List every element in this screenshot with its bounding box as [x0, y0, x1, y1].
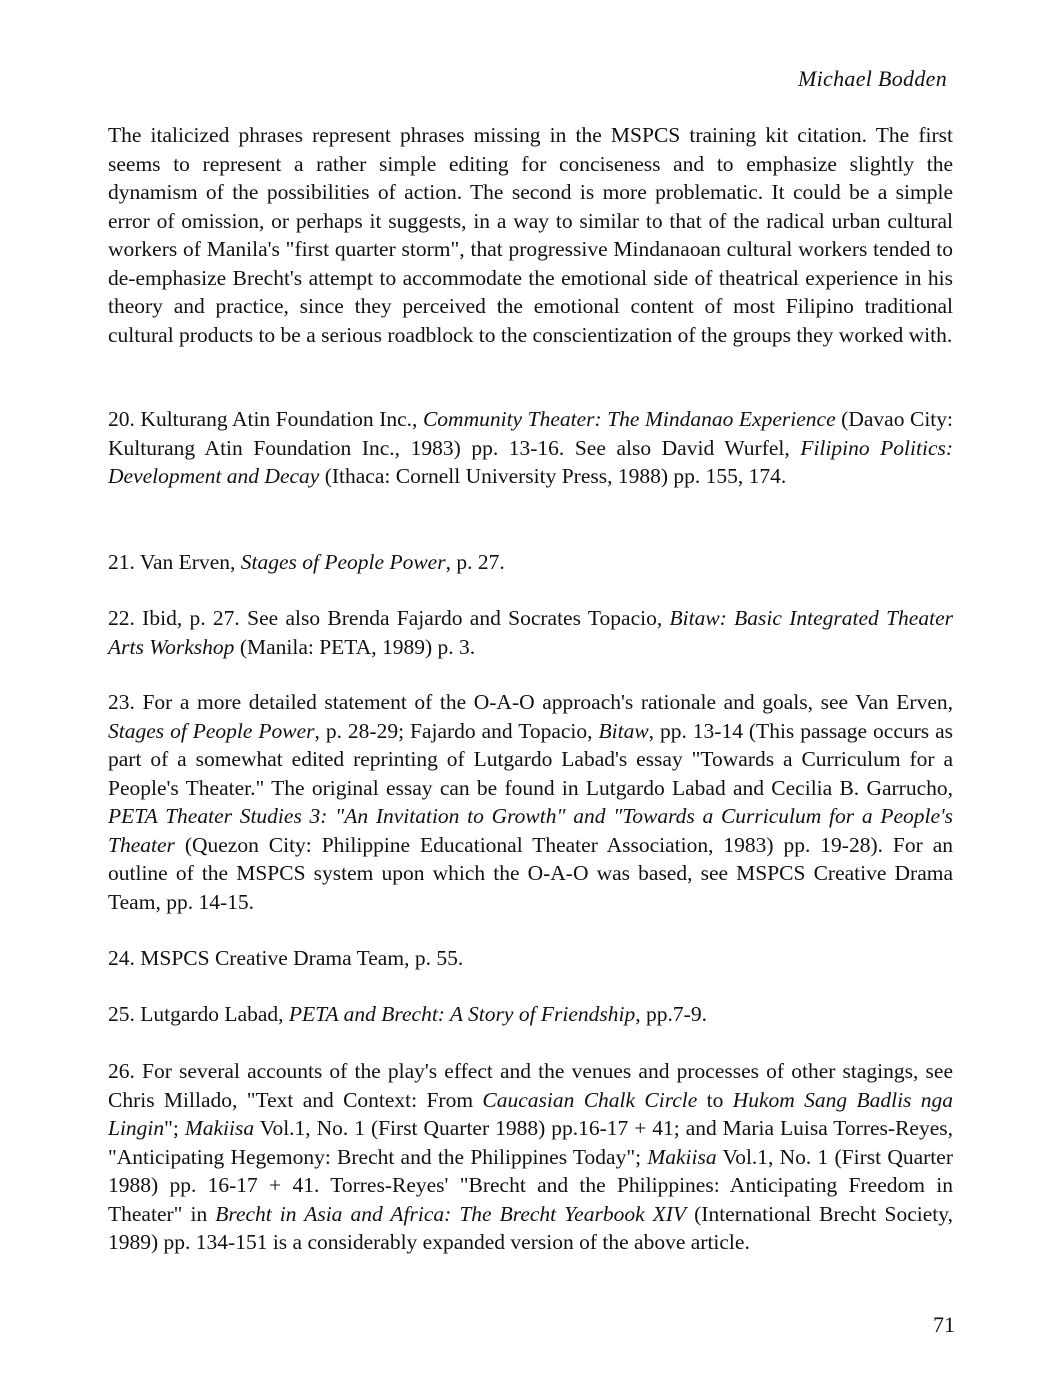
note-22	[108, 604, 953, 661]
note-italic-run: Bitaw	[598, 718, 649, 743]
note-23	[108, 688, 953, 916]
note-run: 20. Kulturang Atin Foundation Inc.,	[108, 407, 423, 431]
note-run: to	[697, 1087, 733, 1112]
note-italic-run: Stages of People Power	[108, 718, 315, 743]
page-number: 71	[933, 1312, 955, 1337]
note-run: 23. For a more detailed statement of the O-A-O approach's rationale and goals, see Van Erven,	[108, 690, 953, 714]
note-run: 24. MSPCS Creative Drama Team, p. 55.	[108, 946, 464, 970]
note-run: Vol.1, No. 1 (First Quarter 1988) pp.16-17 + 41; and Maria Luisa Torres-Reyes, "Anticipating Hegemony: Brecht and the Philippines Today";	[108, 1116, 953, 1169]
note-run: 22. Ibid, p. 27. See also Brenda Fajardo and Socrates Topacio,	[108, 606, 670, 630]
note-text	[108, 604, 953, 661]
note-text	[108, 548, 953, 577]
continuation-paragraph: The italicized phrases represent phrases missing in the MSPCS training kit citation. The first seems to represent a rather simple editing for conciseness and to emphasize slightly the dynamism of the possibilities of action. The second is more problematic. It could be a simple error of omission, or perhaps it suggests, in a way to similar to that of the radical urban cultural workers of Manila's "first quarter storm", that progressive Mindanaoan cultural workers tended to de-emphasize Brecht's attempt to accommodate the emotional side of theatrical experience in his theory and practice, since they perceived the emotional content of most Filipino traditional cultural products to be a serious roadblock to the conscientization of the groups they worked with.	[108, 123, 953, 347]
note-italic-run: Brecht in Asia and Africa: The Brecht Yearbook XIV	[215, 1201, 687, 1226]
note-26	[108, 1057, 953, 1257]
note-run: (International Brecht Society, 1989) pp. 134-151 is a considerably expanded version of the above article.	[108, 1201, 953, 1254]
note-text	[108, 1057, 953, 1257]
note-text	[108, 1000, 953, 1029]
note-21	[108, 548, 953, 577]
note-20	[108, 405, 953, 491]
note-italic-run: Stages of People Power	[240, 550, 446, 574]
note-text	[108, 944, 953, 973]
running-head-author: Michael Bodden	[798, 66, 947, 91]
note-run: , p. 28-29; Fajardo and Topacio,	[314, 718, 599, 743]
note-run: , pp.7-9.	[635, 1002, 707, 1026]
note-run: 25. Lutgardo Labad,	[108, 1002, 289, 1026]
note-text	[108, 688, 953, 916]
note-run: , p. 27.	[445, 550, 505, 574]
note-italic-run: Caucasian Chalk Circle	[482, 1087, 698, 1112]
note-24	[108, 944, 953, 973]
note-italic-run: Bitaw: Basic Integrated Theater Arts Workshop	[108, 606, 953, 659]
note-text	[108, 405, 953, 491]
note-italic-run: Community Theater: The Mindanao Experience	[422, 407, 836, 431]
note-run: (Manila: PETA, 1989) p. 3.	[234, 634, 476, 659]
note-italic-run: PETA and Brecht: A Story of Friendship	[288, 1002, 636, 1026]
note-run: 26. For several accounts of the play's effect and the venues and processes of other stagings, see Chris Millado, "Text and Context: From	[108, 1059, 953, 1112]
note-italic-run: PETA Theater Studies 3: "An Invitation to Growth" and "Towards a Curriculum for a People's Theater	[108, 804, 953, 857]
note-italic-run: Filipino Politics: Development and Decay	[108, 435, 954, 488]
note-run: Vol.1, No. 1 (First Quarter 1988) pp. 16-17 + 41. Torres-Reyes' "Brecht and the Philippines: Anticipating Freedom in Theater" in	[108, 1144, 953, 1226]
note-run: (Quezon City: Philippine Educational Theater Association, 1983) pp. 19-28). For an outline of the MSPCS system upon which the O-A-O was based, see MSPCS Creative Drama Team, pp. 14-15.	[108, 832, 953, 914]
note-run: 21. Van Erven,	[108, 550, 241, 574]
note-run: (Ithaca: Cornell University Press, 1988) pp. 155, 174.	[319, 464, 787, 488]
note-italic-run: Makiisa	[184, 1116, 255, 1140]
note-25	[108, 1000, 953, 1029]
note-run: , pp. 13-14 (This passage occurs as part of a somewhat edited reprinting of Lutgardo Labad's essay "Towards a Curriculum for a People's Theater." The original essay can be found in Lutgardo Labad and Cecilia B. Garrucho,	[108, 718, 954, 800]
note-run: (Davao City: Kulturang Atin Foundation Inc., 1983) pp. 13-16. See also David Wurfel,	[108, 407, 953, 460]
note-italic-run: Makiisa	[647, 1144, 717, 1169]
note-italic-run: Hukom Sang Badlis nga Lingin	[108, 1087, 953, 1140]
note-run: ";	[164, 1116, 185, 1140]
